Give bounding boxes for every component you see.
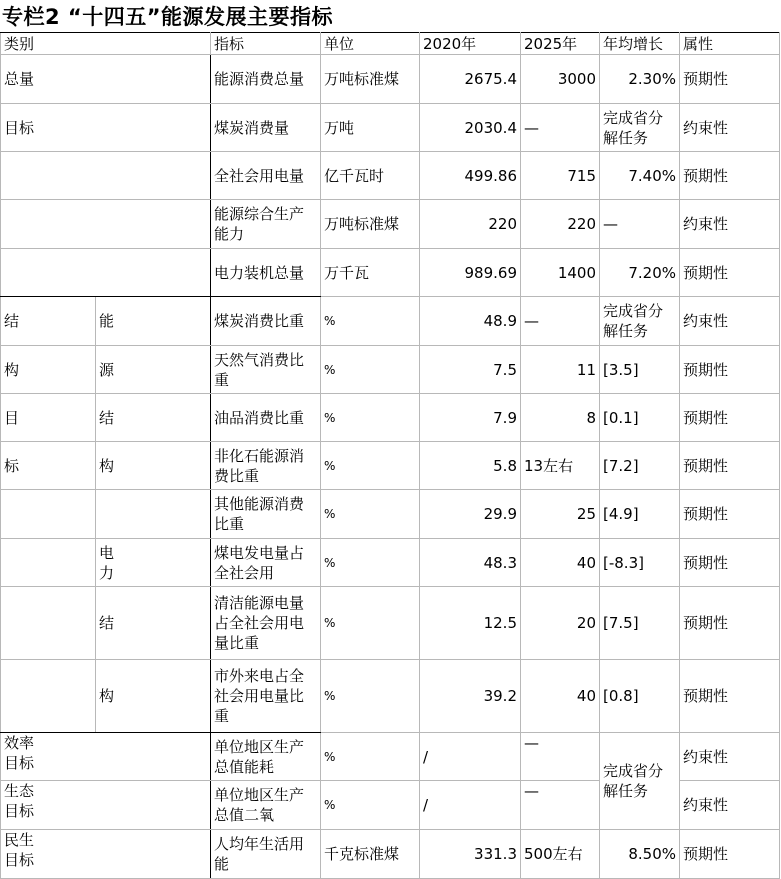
value-2020-cell: 989.69 <box>420 249 521 297</box>
category-cell: 总量 <box>1 55 211 104</box>
header-unit: 单位 <box>321 33 420 55</box>
value-2020-cell: 5.8 <box>420 442 521 490</box>
attribute-cell: 预期性 <box>680 152 780 200</box>
value-2025-cell: 3000 <box>521 55 600 104</box>
growth-cell: [7.5] <box>600 587 680 660</box>
value-2025-cell: — <box>521 733 600 781</box>
indicator-cell: 煤电发电量占全社会用 <box>211 539 321 587</box>
growth-cell: [0.8] <box>600 660 680 733</box>
header-category: 类别 <box>1 33 211 55</box>
attribute-cell: 预期性 <box>680 490 780 539</box>
value-2025-cell: — <box>521 104 600 152</box>
subcategory-cell: 源 <box>96 346 211 394</box>
unit-cell: 亿千瓦时 <box>321 152 420 200</box>
table-row <box>1 55 780 104</box>
attribute-cell: 预期性 <box>680 660 780 733</box>
attribute-cell: 约束性 <box>680 733 780 781</box>
attribute-cell: 预期性 <box>680 539 780 587</box>
attribute-cell: 预期性 <box>680 394 780 442</box>
subcategory-cell: 结 <box>96 587 211 660</box>
attribute-cell: 约束性 <box>680 200 780 249</box>
attribute-cell: 约束性 <box>680 104 780 152</box>
growth-cell: [-8.3] <box>600 539 680 587</box>
growth-cell: 7.20% <box>600 249 680 297</box>
indicator-cell: 单位地区生产总值能耗 <box>211 733 321 781</box>
value-2020-cell: 331.3 <box>420 830 521 879</box>
value-2020-cell: 48.3 <box>420 539 521 587</box>
value-2020-cell: 39.2 <box>420 660 521 733</box>
unit-cell: 千克标准煤 <box>321 830 420 879</box>
value-2025-cell: 715 <box>521 152 600 200</box>
table-row <box>1 539 780 587</box>
value-2020-cell: 12.5 <box>420 587 521 660</box>
category-line: 目标 <box>4 754 35 772</box>
category-cell <box>1 249 211 297</box>
table-row <box>1 152 780 200</box>
category-line: 生态 <box>4 782 35 800</box>
value-2025-cell: 40 <box>521 539 600 587</box>
table-row <box>1 394 780 442</box>
table-row <box>1 830 780 879</box>
unit-cell: % <box>321 394 420 442</box>
category-cell <box>1 539 96 587</box>
unit-cell: 万吨标准煤 <box>321 200 420 249</box>
table-header-row <box>1 33 780 55</box>
value-2020-cell: 48.9 <box>420 297 521 346</box>
table-row <box>1 733 780 781</box>
subcategory-cell: 结 <box>96 394 211 442</box>
category-cell: 目标 <box>1 104 211 152</box>
growth-cell: 2.30% <box>600 55 680 104</box>
category-cell: 结 <box>1 297 96 346</box>
value-2020-cell: 2030.4 <box>420 104 521 152</box>
category-cell <box>1 781 211 830</box>
indicator-cell: 清洁能源电量占全社会用电量比重 <box>211 587 321 660</box>
attribute-cell: 预期性 <box>680 55 780 104</box>
value-2020-cell: / <box>420 733 521 781</box>
indicator-cell: 天然气消费比重 <box>211 346 321 394</box>
unit-cell: % <box>321 442 420 490</box>
page-title: 专栏2 “十四五”能源发展主要指标 <box>2 5 334 29</box>
indicator-cell: 其他能源消费比重 <box>211 490 321 539</box>
header-attribute: 属性 <box>680 33 780 55</box>
category-line: 民生 <box>4 831 35 849</box>
unit-cell: % <box>321 587 420 660</box>
subcategory-cell <box>96 539 211 587</box>
attribute-cell: 预期性 <box>680 442 780 490</box>
attribute-cell: 预期性 <box>680 587 780 660</box>
value-2025-cell: 500左右 <box>521 830 600 879</box>
value-2025-cell: 20 <box>521 587 600 660</box>
value-2025-cell: 40 <box>521 660 600 733</box>
value-2025-cell: 13左右 <box>521 442 600 490</box>
value-2020-cell: 499.86 <box>420 152 521 200</box>
attribute-cell: 预期性 <box>680 346 780 394</box>
indicator-cell: 油品消费比重 <box>211 394 321 442</box>
subcategory-cell: 构 <box>96 442 211 490</box>
category-line: 目标 <box>4 802 35 820</box>
table-row <box>1 587 780 660</box>
category-cell <box>1 200 211 249</box>
growth-cell: 完成省分解任务 <box>600 104 680 152</box>
value-2020-cell: / <box>420 781 521 830</box>
unit-cell: % <box>321 539 420 587</box>
growth-cell: — <box>600 200 680 249</box>
value-2020-cell: 220 <box>420 200 521 249</box>
unit-cell: 万吨 <box>321 104 420 152</box>
unit-cell: % <box>321 297 420 346</box>
value-2020-cell: 7.9 <box>420 394 521 442</box>
value-2020-cell: 7.5 <box>420 346 521 394</box>
growth-cell: 7.40% <box>600 152 680 200</box>
indicator-cell: 能源综合生产能力 <box>211 200 321 249</box>
unit-cell: 万吨标准煤 <box>321 55 420 104</box>
table-row <box>1 442 780 490</box>
growth-cell: [3.5] <box>600 346 680 394</box>
category-cell: 标 <box>1 442 96 490</box>
category-cell <box>1 587 96 660</box>
table-row <box>1 490 780 539</box>
category-line: 效率 <box>4 734 35 752</box>
subcategory-line: 电 <box>99 543 115 562</box>
unit-cell: % <box>321 346 420 394</box>
indicator-cell: 煤炭消费比重 <box>211 297 321 346</box>
growth-cell: [7.2] <box>600 442 680 490</box>
table-row <box>1 346 780 394</box>
growth-cell: [4.9] <box>600 490 680 539</box>
unit-cell: % <box>321 781 420 830</box>
category-cell: 构 <box>1 346 96 394</box>
table-row <box>1 104 780 152</box>
value-2020-cell: 29.9 <box>420 490 521 539</box>
header-2025: 2025年 <box>521 33 600 55</box>
growth-cell: 8.50% <box>600 830 680 879</box>
indicator-cell: 煤炭消费量 <box>211 104 321 152</box>
subcategory-cell: 能 <box>96 297 211 346</box>
indicator-cell: 电力装机总量 <box>211 249 321 297</box>
attribute-cell: 预期性 <box>680 249 780 297</box>
subcategory-line: 力 <box>99 563 115 582</box>
attribute-cell: 预期性 <box>680 830 780 879</box>
value-2025-cell: 8 <box>521 394 600 442</box>
value-2025-cell: — <box>521 297 600 346</box>
value-2025-cell: 220 <box>521 200 600 249</box>
growth-cell: [0.1] <box>600 394 680 442</box>
table-row <box>1 297 780 346</box>
unit-cell: % <box>321 660 420 733</box>
unit-cell: 万千瓦 <box>321 249 420 297</box>
header-2020: 2020年 <box>420 33 521 55</box>
subcategory-cell <box>96 490 211 539</box>
header-indicator: 指标 <box>211 33 321 55</box>
table-row <box>1 249 780 297</box>
indicator-cell: 非化石能源消费比重 <box>211 442 321 490</box>
table-row <box>1 200 780 249</box>
table-row <box>1 660 780 733</box>
value-2025-cell: 25 <box>521 490 600 539</box>
indicator-cell: 人均年生活用能 <box>211 830 321 879</box>
attribute-cell: 约束性 <box>680 297 780 346</box>
subcategory-cell: 构 <box>96 660 211 733</box>
value-2020-cell: 2675.4 <box>420 55 521 104</box>
indicator-cell: 全社会用电量 <box>211 152 321 200</box>
category-cell <box>1 830 211 879</box>
indicator-cell: 单位地区生产总值二氧 <box>211 781 321 830</box>
value-2025-cell: — <box>521 781 600 830</box>
growth-cell: 完成省分解任务 <box>600 733 680 830</box>
category-cell <box>1 733 211 781</box>
header-growth: 年均增长 <box>600 33 680 55</box>
unit-cell: % <box>321 490 420 539</box>
category-line: 目标 <box>4 851 35 869</box>
attribute-cell: 约束性 <box>680 781 780 830</box>
value-2025-cell: 1400 <box>521 249 600 297</box>
growth-cell: 完成省分解任务 <box>600 297 680 346</box>
value-2025-cell: 11 <box>521 346 600 394</box>
category-cell <box>1 660 96 733</box>
category-cell <box>1 152 211 200</box>
unit-cell: % <box>321 733 420 781</box>
category-cell <box>1 490 96 539</box>
indicator-cell: 能源消费总量 <box>211 55 321 104</box>
indicator-cell: 市外来电占全社会用电量比重 <box>211 660 321 733</box>
indicator-table <box>0 32 780 879</box>
category-cell: 目 <box>1 394 96 442</box>
